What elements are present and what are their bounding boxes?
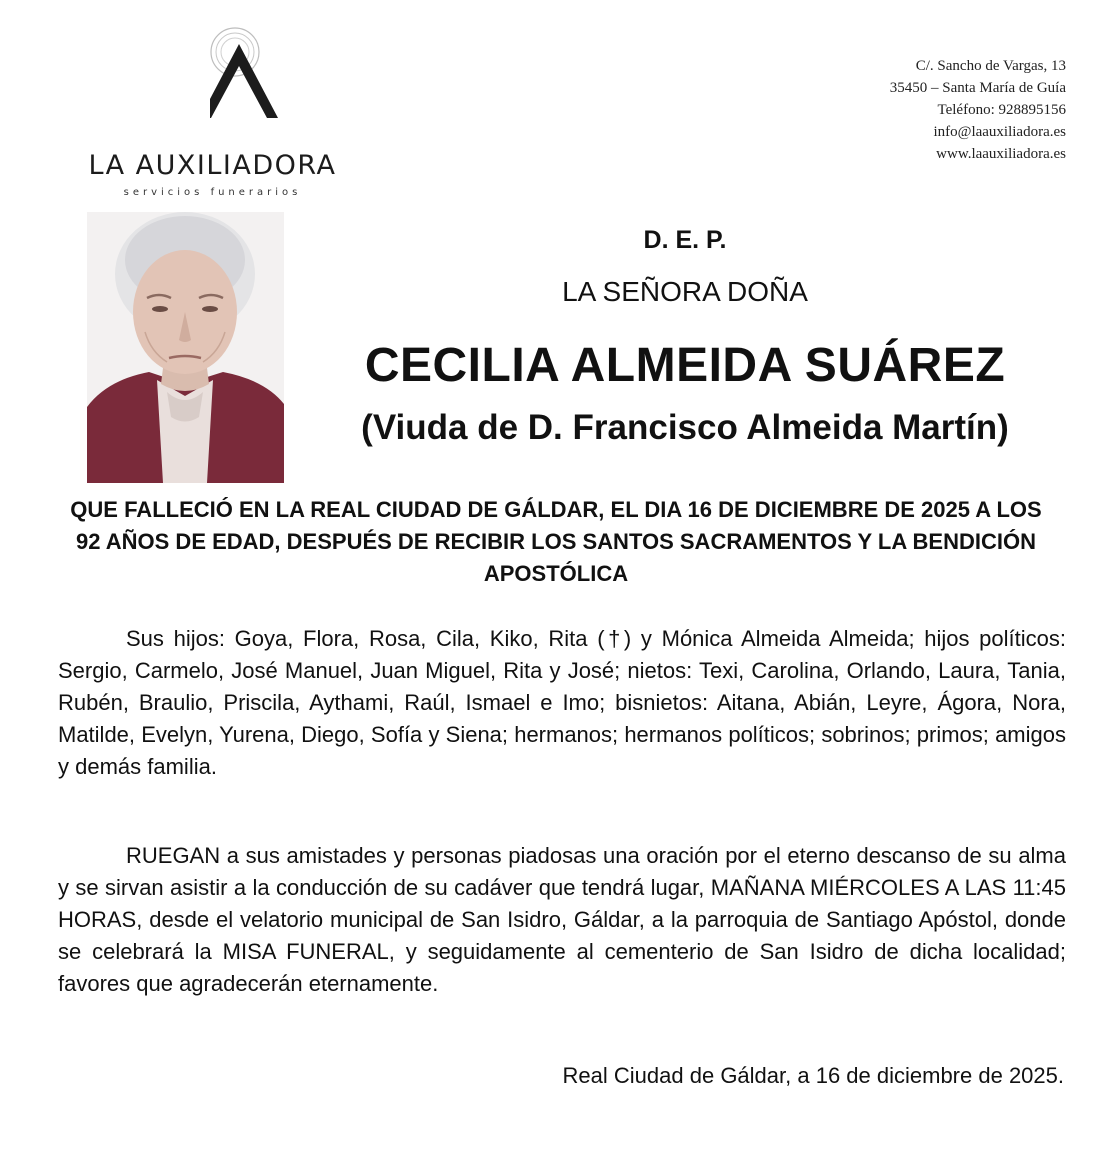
family-paragraph: Sus hijos: Goya, Flora, Rosa, Cila, Kiko, Rita (†) y Mónica Almeida Almeida; hijos políticos: Sergio, Carmelo, José Manuel, Juan Miguel, Rita y José; nietos: Texi, Carolina, Orlando, Laura, Tania, Rubén, Braulio, Priscila, Aythami, Raúl, Ismael e Imo; bisnietos: Aitana, Abián, Leyre, Ágora, Nora, Matilde, Evelyn, Yurena, Diego, Sofía y Siena; hermanos; hermanos políticos; sobrinos; primos; amigos y demás familia. <box>58 626 1066 779</box>
company-logo <box>50 22 375 198</box>
widow-of-line: (Viuda de D. Francisco Almeida Martín) <box>361 408 1009 447</box>
portrait-image <box>87 212 284 483</box>
contact-email[interactable]: info@laauxiliadora.es <box>933 124 1066 140</box>
closing-line: Real Ciudad de Gáldar, a 16 de diciembre de 2025. <box>562 1063 1064 1088</box>
contact-block <box>890 55 1066 165</box>
logo-name: LA AUXILIADORA <box>88 150 337 181</box>
request-paragraph: RUEGAN a sus amistades y personas piadosas una oración por el eterno descanso de su alma y se sirvan asistir a la conducción de su cadáver que tendrá lugar, MAÑANA MIÉRCOLES A LAS 11:45 HORAS, desde el velatorio municipal de San Isidro, Gáldar, a la parroquia de Santiago Apóstol, donde se celebrará la MISA FUNERAL, y seguidamente al cementerio de San Isidro de dicha localidad; favores que agradecerán eternamente. <box>58 843 1066 996</box>
contact-phone: Teléfono: 928895156 <box>937 102 1066 118</box>
contact-city: 35450 – Santa María de Guía <box>889 80 1066 96</box>
logo-mark-icon <box>210 24 320 124</box>
contact-web[interactable]: www.laauxiliadora.es <box>936 146 1066 162</box>
honorific-heading: LA SEÑORA DOÑA <box>562 276 808 307</box>
deceased-photo <box>87 212 284 483</box>
deceased-name: CECILIA ALMEIDA SUÁREZ <box>364 339 1006 392</box>
logo-subtitle: servicios funerarios <box>123 187 302 198</box>
dep-heading: D. E. P. <box>643 226 727 254</box>
death-statement: QUE FALLECIÓ EN LA REAL CIUDAD DE GÁLDAR, EL DIA 16 DE DICIEMBRE DE 2025 A LOS 92 AÑOS DE EDAD, DESPUÉS DE RECIBIR LOS SANTOS SACRAMENTOS Y LA BENDICIÓN APOSTÓLICA <box>70 497 1042 586</box>
contact-address: C/. Sancho de Vargas, 13 <box>915 58 1066 74</box>
